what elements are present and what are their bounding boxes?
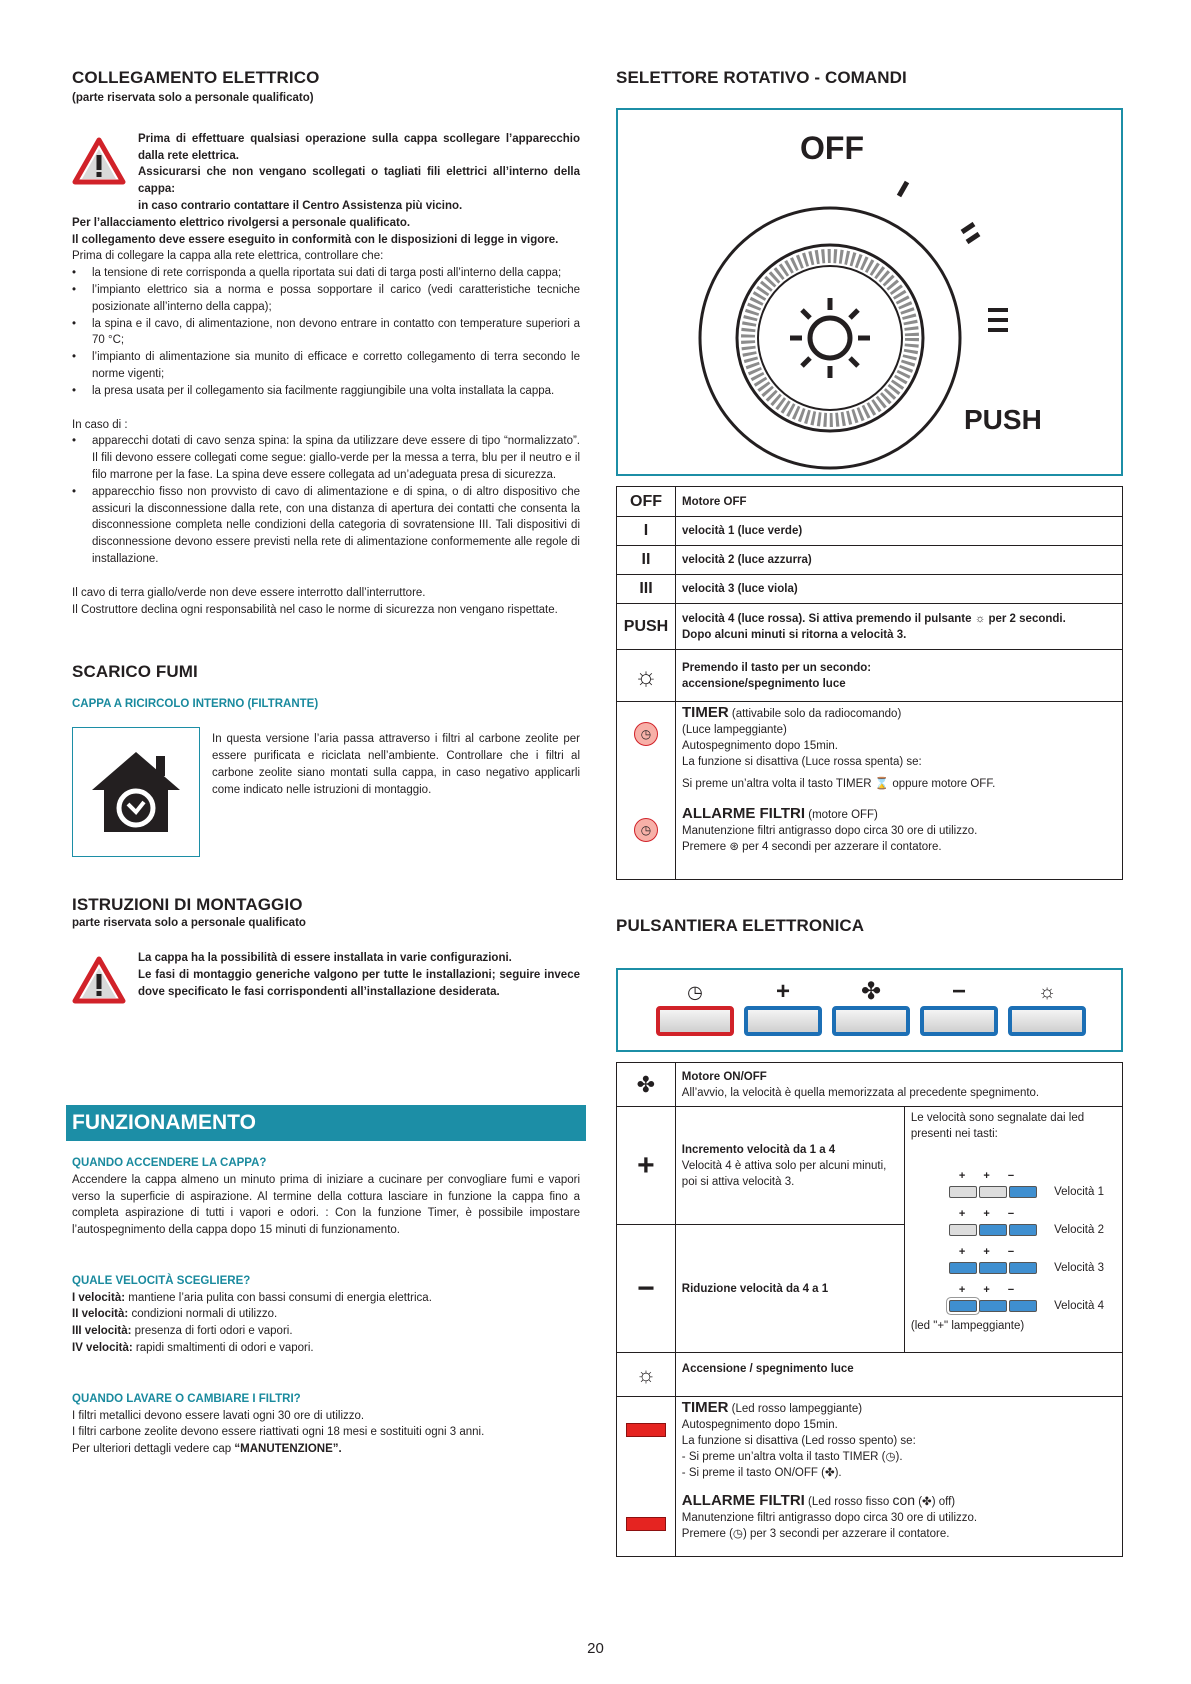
speed-label: II velocità: [72, 1308, 129, 1321]
table-row [617, 702, 1123, 880]
speed-text: condizioni normali di utilizzo. [131, 1308, 278, 1321]
row-text: velocità 1 (luce verde) [676, 517, 1123, 546]
motore-cell [675, 1063, 1122, 1107]
manutenzione-ref: “MANUTENZIONE”. [234, 1443, 342, 1456]
dial-off-label: OFF [800, 130, 864, 166]
fan-icon: ✤ [617, 1063, 676, 1107]
led-row-4 [949, 1282, 1104, 1314]
timer-icon: ◷ [687, 982, 703, 1002]
led-symbol: + [958, 1246, 984, 1258]
table-row [617, 1397, 1123, 1557]
filter-alarm-title: ALLARME FILTRI [682, 805, 806, 822]
timer-icon: ⌛ [874, 778, 890, 790]
row-text: velocità 2 (luce azzurra) [676, 546, 1123, 575]
leds-intro: Le velocità sono segnalate dai led presenti nei tasti: [910, 1112, 1085, 1140]
led-note: (led "+" lampeggiante) [910, 1320, 1025, 1332]
timer-line-1: (Luce lampeggiante) [682, 724, 787, 736]
scarico-block [72, 727, 580, 857]
timer-icon: ◷ [732, 1528, 743, 1540]
fan-icon: ✤ [860, 978, 882, 1005]
keypad-table [616, 1062, 1123, 1557]
section-title-scarico: SCARICO FUMI [72, 662, 198, 682]
led-symbol: + [983, 1170, 1008, 1182]
led [949, 1224, 977, 1236]
filter-reset-b: per 4 secondi per azzerare il contatore. [742, 841, 942, 853]
incremento-cell [675, 1107, 904, 1225]
timer-line-1: Autospegnimento dopo 15min. [681, 1419, 838, 1431]
timer-line-2: Autospegnimento dopo 15min. [682, 740, 838, 752]
section-subtitle: (parte riservata solo a personale qualificato) [72, 92, 314, 104]
warning-icon [72, 950, 138, 1009]
warning-line-2: Assicurarsi che non vengano scollegati o tagliati fili elettrici all’interno della cappa: [138, 166, 580, 196]
motore-title: Motore ON/OFF [681, 1070, 767, 1083]
table-row [617, 487, 1123, 517]
right-column [616, 68, 1123, 936]
table-row [617, 1063, 1123, 1107]
table-row [617, 1107, 1123, 1225]
led [1009, 1262, 1037, 1274]
filter-alarm-line: Manutenzione filtri antigrasso dopo circa 30 ore di utilizzo. [682, 825, 978, 837]
plus-icon: + [617, 1107, 676, 1225]
led-cell [904, 1107, 1122, 1353]
speed-2 [72, 1306, 580, 1323]
push-text-b: per 2 secondi. [988, 612, 1066, 625]
row-symbol: PUSH [617, 604, 676, 650]
speed-text: mantiene l’aria pulita con bassi consumi di energia elettrica. [128, 1291, 432, 1304]
push-text-a: velocità 4 (luce rossa). Si attiva premendo il pulsante [682, 612, 972, 625]
led [1009, 1300, 1037, 1312]
montaggio-warning [72, 950, 580, 1009]
answer-3-2: I filtri carbone zeolite devono essere riattivati ogni 18 mesi e sostituiti ogni 3 anni. [72, 1426, 485, 1439]
led-symbol: − [1007, 1246, 1033, 1258]
timer-line-a: Si preme un’altra volta il tasto TIMER [682, 778, 872, 790]
fan-button[interactable] [832, 1006, 910, 1036]
rotary-knob-icon [618, 110, 1121, 474]
led-symbol: − [1007, 1208, 1033, 1220]
minus-button[interactable] [920, 1006, 998, 1036]
page-number: 20 [587, 1640, 604, 1657]
list-item: • l’impianto di alimentazione sia munito di efficace e corretto collegamento di terra secondo le norme vigenti; [92, 349, 580, 383]
riduzione-text: Riduzione velocità da 4 a 1 [675, 1225, 904, 1353]
led-diagram [911, 1168, 1116, 1338]
plus-button[interactable] [744, 1006, 822, 1036]
speed-label: Velocità 3 [1054, 1262, 1104, 1274]
timer-filter-cell [676, 702, 1123, 880]
speed-label: III velocità: [72, 1325, 132, 1338]
led-symbol: + [983, 1208, 1008, 1220]
led-symbol: − [1007, 1170, 1033, 1182]
keypad-timer-cell [675, 1397, 1122, 1557]
incremento-title: Incremento velocità da 1 a 4 [681, 1143, 836, 1156]
row-symbol: III [617, 575, 676, 604]
led-row-1 [949, 1168, 1104, 1200]
timer-line-4: - Si preme il tasto ON/OFF ( [681, 1467, 825, 1479]
left-column [72, 68, 580, 1458]
scarico-text: In questa versione l’aria passa attraverso i filtri al carbone zeolite per essere purificata e riciclata nell’ambiente. Controllare che i filtri al carbone zeolite siano montati sulla cappa, in caso negativo applicarli come indicato nelle istruzioni di montaggio. [212, 733, 580, 796]
led-row-2 [949, 1206, 1104, 1238]
cases-list [72, 433, 580, 567]
warning-icon [72, 131, 138, 215]
bold-note-1: Per l’allacciamento elettrico rivolgersi a personale qualificato. [72, 216, 411, 229]
light-line-1: Premendo il tasto per un secondo: [682, 661, 872, 674]
montaggio-subtitle: parte riservata solo a personale qualificato [72, 917, 306, 930]
timer-title: TIMER [681, 1399, 729, 1416]
led-symbol: + [958, 1170, 984, 1182]
light-icon: ☼ [617, 650, 676, 702]
scarico-subtitle: CAPPA A RICIRCOLO INTERNO (FILTRANTE) [72, 698, 319, 711]
list-item: • apparecchio fisso non provvisto di cavo di alimentazione e di spina, o di altro dispositivo che assicuri la disconnessione dalla rete, con una distanza di apertura dei contatti che consenta la disconnessione completa nelle condizioni della categoria di sovratensione III. Tali dispositivi di disconnessione devono essere previsti nella rete di alimentazione conformemente alle regole di installazione. [92, 484, 580, 568]
timer-line-2: La funzione si disattiva (Led rosso spento) se: [681, 1435, 916, 1447]
table-row [617, 604, 1123, 650]
checks-list [72, 265, 580, 399]
table-row [617, 575, 1123, 604]
timer-icon: ◷ [885, 1451, 896, 1463]
speed-text: presenza di forti odori e vapori. [134, 1325, 293, 1338]
funzionamento-banner: FUNZIONAMENTO [66, 1105, 586, 1141]
motore-text: All’avvio, la velocità è quella memorizzata al precedente spegnimento. [681, 1086, 1040, 1099]
filter-alarm-title: ALLARME FILTRI [681, 1492, 805, 1509]
led [979, 1186, 1007, 1198]
fan-icon: (✤ [918, 1496, 932, 1508]
timer-close: ). [895, 1451, 903, 1463]
speed-3 [72, 1323, 580, 1340]
light-icon: ☼ [974, 612, 986, 625]
checks-intro: Prima di collegare la cappa alla rete elettrica, controllare che: [72, 250, 384, 263]
table-row [617, 546, 1123, 575]
led [979, 1224, 1007, 1236]
list-item: • l’impianto elettrico sia a norma e possa sopportare il carico (vedi caratteristiche tecniche posizionate all’interno della cappa); [92, 282, 580, 316]
section-title-collegamento: COLLEGAMENTO ELETTRICO [72, 68, 320, 87]
speed-label: Velocità 4 [1054, 1300, 1104, 1312]
light-button[interactable] [1008, 1006, 1086, 1036]
speed-1 [72, 1290, 580, 1307]
timer-note: (Led rosso lampeggiante) [731, 1403, 863, 1415]
timer-line-3: - Si preme un’altra volta il tasto TIMER ( [681, 1451, 886, 1463]
speed-label: IV velocità: [72, 1342, 133, 1355]
row-text: velocità 3 (luce viola) [676, 575, 1123, 604]
timer-button[interactable] [656, 1006, 734, 1036]
light-line-2: accensione/spegnimento luce [682, 677, 846, 690]
timer-line-b: oppure motore OFF. [892, 778, 996, 790]
rotary-selector-panel [616, 108, 1123, 476]
list-item: • la presa usata per il collegamento sia facilmente raggiungibile una volta installata la cappa. [92, 383, 580, 400]
filter-alarm-line: Manutenzione filtri antigrasso dopo circa 30 ore di utilizzo. [681, 1512, 978, 1524]
filter-alarm-led-icon: ◷ [634, 818, 658, 842]
plus-icon: + [775, 978, 790, 1005]
row-symbol: I [617, 517, 676, 546]
question-3: QUANDO LAVARE O CAMBIARE I FILTRI? [72, 1392, 301, 1405]
timer-led-blinking-icon [626, 1423, 666, 1437]
warning-line-3: in caso contrario contattare il Centro Assistenza più vicino. [138, 199, 463, 212]
led-symbol: − [1007, 1284, 1033, 1296]
list-item: • la spina e il cavo, di alimentazione, non devono entrare in contatto con temperature superiori a 70 °C; [92, 316, 580, 350]
luce-text: Accensione / spegnimento luce [675, 1353, 1122, 1397]
answer-3-1: I filtri metallici devono essere lavati ogni 30 ore di utilizzo. [72, 1409, 365, 1422]
light-icon: ☼ [617, 1353, 676, 1397]
push-text-c: Dopo alcuni minuti si ritorna a velocità 3. [682, 628, 907, 641]
led [979, 1300, 1007, 1312]
table-row [617, 517, 1123, 546]
filter-reset-b: ) per 3 secondi per azzerare il contatore. [742, 1528, 950, 1540]
row-text [676, 604, 1123, 650]
filter-note-a: (Led rosso fisso [808, 1496, 890, 1508]
speed-4 [72, 1340, 580, 1357]
section-title-montaggio: ISTRUZIONI DI MONTAGGIO [72, 895, 303, 915]
led-symbol: + [958, 1208, 984, 1220]
light-button-icon: ⊛ [729, 841, 739, 853]
question-2: QUALE VELOCITÀ SCEGLIERE? [72, 1274, 251, 1287]
table-row [617, 650, 1123, 702]
montaggio-warning-2: Le fasi di montaggio generiche valgono per tutte le installazioni; seguire invece dove specificato le fasi corrispondenti all’installazione desiderata. [138, 968, 580, 998]
timer-title: TIMER [682, 704, 729, 721]
led [949, 1262, 977, 1274]
led-blinking [949, 1300, 977, 1312]
question-1: QUANDO ACCENDERE LA CAPPA? [72, 1156, 267, 1169]
selector-table [616, 486, 1123, 880]
speed-text: rapidi smaltimenti di odori e vapori. [135, 1342, 314, 1355]
speed-label: I velocità: [72, 1291, 126, 1304]
timer-note: (attivabile solo da radiocomando) [731, 708, 902, 720]
footer-note-2: Il Costruttore declina ogni responsabilità nel caso le norme di sicurezza non vengano rispettate. [72, 603, 558, 616]
list-item: • apparecchi dotati di cavo senza spina: la spina da utilizzare deve essere di tipo “normalizzato”. Il fili devono essere collegati come segue: giallo-verde per la messa a terra, blu per il neutro e il filo marrone per la fase. La spina deve essere collegata ad un’adeguata presa di sicurezza. [92, 433, 580, 483]
led-symbol: + [983, 1246, 1008, 1258]
warning-block [72, 131, 580, 215]
row-symbol: II [617, 546, 676, 575]
led [1009, 1224, 1037, 1236]
filter-led-icon [626, 1517, 666, 1531]
filter-note-b: ) off) [931, 1496, 956, 1508]
answer-3-3 [72, 1441, 580, 1458]
section-title-pulsantiera: PULSANTIERA ELETTRONICA [616, 916, 865, 935]
cases-intro: In caso di : [72, 418, 128, 431]
filter-reset-a: Premere [682, 841, 727, 853]
timer-close: ). [834, 1467, 842, 1479]
section-title-selettore: SELETTORE ROTATIVO - COMANDI [616, 68, 907, 87]
row-text [676, 650, 1123, 702]
led-row-3 [949, 1244, 1104, 1276]
answer-1: Accendere la cappa almeno un minuto prima di iniziare a cucinare per convogliare fumi e vapori verso la superficie di aspirazione. Al termine della cottura lasciare in funzione la cappa fino a completa aspirazione di tutti i vapori e odori. : Con la funzione Timer, è possibile impostare l’autospegnimento della cappa dopo 15 minuti di funzionamento. [72, 1173, 580, 1237]
filter-note-con: con [892, 1492, 916, 1508]
speed-label: Velocità 2 [1054, 1224, 1104, 1236]
recirculation-icon [72, 727, 200, 857]
row-text: Motore OFF [676, 487, 1123, 517]
led-symbol: + [983, 1284, 1008, 1296]
timer-line-3: La funzione si disattiva (Luce rossa spenta) se: [682, 756, 922, 768]
filter-alarm-note: (motore OFF) [808, 809, 878, 821]
table-row [617, 1353, 1123, 1397]
footer-note-1: Il cavo di terra giallo/verde non deve essere interrotto dall’interruttore. [72, 586, 426, 599]
minus-icon: − [951, 978, 966, 1005]
more-text: Per ulteriori dettagli vedere cap [72, 1443, 232, 1456]
row-symbol: OFF [617, 487, 676, 517]
incremento-text: Velocità 4 è attiva solo per alcuni minuti, poi si attiva velocità 3. [681, 1159, 887, 1188]
fan-icon: ✤ [824, 1467, 835, 1479]
timer-led-icon: ◷ [634, 722, 658, 746]
minus-icon: − [617, 1225, 676, 1353]
led-symbol: + [958, 1284, 984, 1296]
light-icon: ☼ [1037, 981, 1057, 1003]
bold-note-2: Il collegamento deve essere eseguito in conformità con le disposizioni di legge in vigore. [72, 233, 559, 246]
led [949, 1186, 977, 1198]
filter-reset-a: Premere ( [681, 1528, 733, 1540]
warning-line-1: Prima di effettuare qualsiasi operazione sulla cappa scollegare l’apparecchio dalla rete elettrica. [138, 132, 580, 162]
led [1009, 1186, 1037, 1198]
montaggio-warning-1: La cappa ha la possibilità di essere installata in varie configurazioni. [138, 951, 512, 964]
list-item: • la tensione di rete corrisponda a quella riportata sui dati di targa posti all’interno della cappa; [92, 265, 580, 282]
led [979, 1262, 1007, 1274]
dial-push-label: PUSH [964, 404, 1042, 435]
speed-label: Velocità 1 [1054, 1186, 1104, 1198]
